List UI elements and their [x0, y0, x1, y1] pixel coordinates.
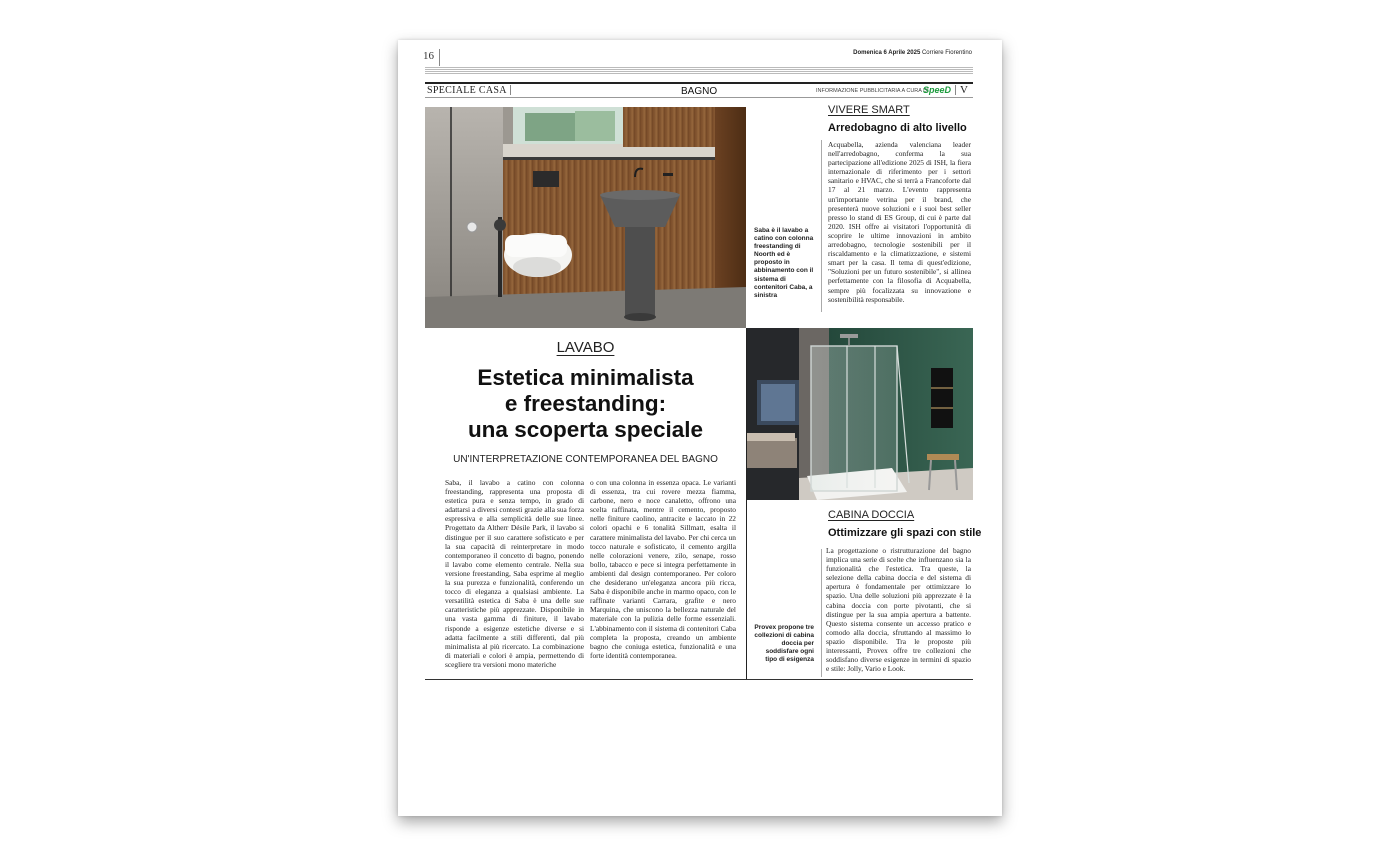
- sponsor-divider: [955, 85, 956, 95]
- article-kicker: CABINA DOCCIA: [828, 509, 915, 521]
- page-number-divider: [439, 49, 440, 66]
- header-subrule: [425, 97, 973, 98]
- washbasin-caption: Saba è il lavabo a catino con colonna freestanding di Noorth ed è proposto in abbinamento con il sistema di contenitori Caba, a sinistra: [754, 227, 814, 299]
- header-hatch-band: [425, 67, 973, 75]
- headline-line: una scoperta speciale: [467, 417, 704, 442]
- sponsor-logo: SpeeD: [923, 85, 952, 95]
- section-name: SPECIALE CASA: [427, 85, 507, 96]
- article-subhead: Ottimizzare gli spazi con stile: [828, 527, 982, 539]
- article-body: La progettazione o ristrutturazione del bagno implica una serie di scelte che influenzano sia la funzionalità che l'estetica. Tra queste, la selezione della cabina doccia e del sistema di apertura è fondamentale per ottimizzare lo spazio. Una delle soluzioni più apprezzate è la cabina doccia con porte pivotanti, che si distingue per la sua ampia apertura a battente. Questo sistema consente un accesso pratico e comodo alla doccia, sfruttando al massimo lo spazio disponibile. Tra le proposte più interessanti, Provex offre tre collezioni che soddisfano diverse esigenze in termini di spazio e stile: Jolly, Vario e Look.: [826, 546, 971, 674]
- footer-rule: [425, 679, 973, 680]
- article-body: Acquabella, azienda valenciana leader nell'arredobagno, conferma la sua partecipazione all'edizione 2025 di ISH, la fiera internazionale di riferimento per i settori sanitario e HVAC, che si terrà a Francoforte dal 17 al 21 marzo. L'evento rappresenta un'importante vetrina per il brand, che presenterà nuove soluzioni e i suoi best seller presso lo stand di ES Group, di cui è parte dal 2020. ISH offre ai visitatori l'opportunità di scoprire le ultime innovazioni in ambito arredobagno, tecnologie sostenibili per il riscaldamento e la climatizzazione, e sistemi smart per la casa. Il tema di quest'edizione, "Soluzioni per un futuro sostenibile", si allinea perfettamente con la filosofia di Acquabella, sempre più focalizzata su innovazione e sostenibilità responsabile.: [828, 140, 971, 304]
- article-kicker: VIVERE SMART: [828, 104, 910, 116]
- washbasin-photo: [425, 107, 746, 328]
- caption-divider: [821, 549, 822, 677]
- shower-caption: Provex propone tre collezioni di cabina doccia per soddisfare ogni tipo di esigenza: [754, 624, 814, 664]
- section-letter: V: [960, 84, 968, 96]
- sponsor-text: INFORMAZIONE PUBBLICITARIA A CURA DI: [816, 88, 929, 94]
- main-body-column-2: o con una colonna in essenza opaca. Le varianti di essenza, tra cui rovere mezza fiamma, carbone, nero e noce canaletto, offrono una scelta raffinata, mentre il cemento, proposto nelle finiture caolino, antracite e laccato in 22 colori opachi e 6 tonalità Sillmatt, esalta il carattere minimalista del lavabo. Per chi cerca un tocco naturale e sofisticato, il cemento argilla nelle colorazioni venere, zilo, senape, rosso bollo, tabacco e pece si integra perfettamente in ambienti dal design contemporaneo. Per coloro che desiderano un'eleganza ancora più ricca, Saba è disponibile anche in marmo opaco, con le raffinate varianti Carrara, grafite e nero Marquina, che uniscono la bellezza naturale del materiale con la pulizia delle forme essenziali. L'abbinamento con il sistema di contenitori Caba completa la proposta, creando un ambiente bagno che coniuga estetica, funzionalità e una forte identità contemporanea.: [590, 478, 736, 660]
- dateline: [853, 50, 972, 56]
- headline-line: e freestanding:: [504, 391, 667, 416]
- caption-divider: [821, 140, 822, 312]
- page-number: 16: [423, 50, 434, 62]
- column-divider: [746, 328, 747, 680]
- newspaper-page: [398, 40, 1002, 816]
- header-rule: [425, 82, 973, 84]
- section-topic: BAGNO: [681, 86, 718, 97]
- headline: [425, 365, 746, 443]
- article-subhead: Arredobagno di alto livello: [828, 122, 967, 134]
- publication-name: Corriere Fiorentino: [921, 50, 972, 56]
- headline-line: Estetica minimalista: [477, 365, 694, 390]
- deck: UN'INTERPRETAZIONE CONTEMPORANEA DEL BAGNO: [453, 454, 718, 465]
- main-kicker: LAVABO: [556, 339, 615, 356]
- date-text: Domenica 6 Aprile 2025: [853, 50, 921, 56]
- section-divider: [510, 85, 511, 95]
- shower-cabin-photo: [747, 328, 973, 500]
- main-body-column-1: Saba, il lavabo a catino con colonna freestanding, rappresenta una proposta di estetica pura e senza tempo, in grado di adattarsi a diversi contesti grazie alla sua forza espressiva e alla semplicità delle sue linee. Progettato da Altherr Désile Park, il lavabo si distingue per il suo carattere sofisticato e per la sua capacità di reinterpretare in modo contemporaneo il concetto di bagno, ponendo il lavabo come elemento centrale. Nella sua versione freestanding, Saba esprime al meglio la sua purezza e funzionalità, conferendo un tocco di eleganza a qualsiasi ambiente. La versatilità estetica di Saba è una delle sue caratteristiche più apprezzate. Disponibile in una vasta gamma di finiture, il lavabo risponde a esigenze estetiche diverse e si adatta facilmente a stili differenti, dal più minimalista al più ricercato. La combinazione di materiali e colori è ampia, permettendo di scegliere tra versioni mono materiche: [445, 478, 584, 669]
